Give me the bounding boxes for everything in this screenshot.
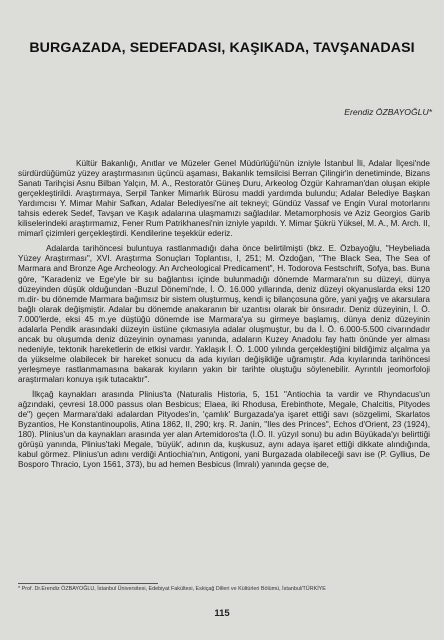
article-body [18,159,430,475]
body-paragraph: Kültür Bakanlığı, Anıtlar ve Müzeler Genel Müdürlüğü'nün izniyle İstanbul İli, Adalar İlçesi'nde sürdürdüğümüz yüzey araştırmasının üçüncü aşaması, Bakanlık temsilcisi Berran Çilingir'in denetiminde, Bizans Sanatı Tarihçisi Asnu Bilban Yalçın, M. A., Restoratör Güneş Duru, Arkeolog Özgür Kahraman'dan oluşan ekiple gerçekleştirildi. Araştırmaya, Serpil Tanker Mimarlık Bürosu maddi yardımda bulundu; Adalar Belediye Başkan Yardımcısı Y. Mimar Mahir Safkan, Adalar Belediyesi'ne ait tekneyi; Gündüz Vassaf ve Engin Vural motorlarını tahsis ederek Sedef, Tavşan ve Kaşık adalarına ulaşmamızı sağladılar. Metamorphosis ve Aziz Georgios Garib kiliselerindeki araştırmamız, Fener Rum Patrikhanesi'nin izniyle yapıldı. Y. Mimar Şükrü Yüksel, M. A., M. Arch. II, mimarî çizimleri gerçekleştirdi. Kendilerine teşekkür ederiz. [18,159,430,239]
footnote-divider [18,583,158,584]
body-paragraph: Adalarda tarihöncesi buluntuya rastlanmadığı daha önce belirtilmişti (bkz. E. Özbayoğlu, "Heybeliada Yüzey Araştırması", XVI. Araştırma Sonuçları Toplantısı, I, 251; M. Özdoğan, "The Black Sea, The Sea of Marmara and Bronze Age Archeology. An Archeological Predicament", H. Todorova Festschrift, Sofya, bas. Buna göre, "Karadeniz ve Ege'yle bir su bağlantısı içinde bulunmadığı dönemde Marmara'nın su düzeyi, dünya düzeyinden düşük olduğundan -Buzul Dönemi'nde, İ. Ö. 16.000 yıllarında, deniz düzeyi okyanuslarda eksi 120 m.dir- bu dönemde Marmara bağımsız bir sistem oluşturmuş, kendi iç bilançosuna göre, yani yağış ve akarsulara bağlı olarak değişmiştir. Adalar bu dönemde anakaranın bir uzantısı olarak bir önsıradır. Deniz düzeyinin, İ. Ö. 7.000'lerde, eksi 45 m.ye düştüğü dönemde ise Marmara'ya su girmeye başlamış, dünya deniz düzeyinin adalarla Pendik arasındaki düzeyin üstüne çıkmasıyla adalar oluşmuştur, bu da İ. Ö. 6.000-5.500 civarındadır ancak bu oluşumda deniz düzeyinin oynaması yanında, adaların Kuzey Anadolu fay hattı önünde yer alması nedeniyle, tektonik hareketlerin de etkisi vardır. Yaklaşık İ. Ö. 1.000 yılında gerçekleştiğini bildiğimiz alçalma ya da yükselme olabilecek bir hareket sonucu da ada kıyıları değişikliğe uğramıştır. Ada kıyılarında tarihöncesi yerleşmeye rastlanmamasına bakarak kıyıların yakın bir tarihte oluştuğu söylenebilir. Ayrıntılı jeomorfoloji araştırmaları konuya ışık tutacaktır". [18,244,430,384]
article-title: BURGAZADA, SEDEFADASI, KAŞIKADA, TAVŞANADASI [29,40,415,56]
body-paragraph: İlkçağ kaynakları arasında Plinius'ta (Naturalis Historia, 5, 151 "Antiochia ta vardir ve Rhyndacus'un ağzındaki, çevresi 18.000 passus olan Besbicus; Elaea, iki Rhodusa, Erebinthote, Megale, Chalcitis, Pityodes de") geçen Marmara'daki adalardan Pityodes'in, 'çamlık' Burgazada'ya işaret ettiği savı (sözgelimi, Skarlatos Byzantios, He Konstantinoupolis, Atina 1862, II, 290; krş. R. Janin, "Iles des Princes", Echos d'Orient, 23 (1924), 180). Plinius'un da kaynakları arasında yer alan Artemidoros'ta (İ.Ö. II. yüzyıl sonu) bu adın Büyükada'yı belirttiği görüşü yanında, Plinius'taki Megale, 'büyük', adının da, kuşkusuz, aynı adaya işaret ettiği dikkate alındığında, kabul görmez. Plinius'un adını verdiği Antiochia'nın, Antigoni, yani Burgazada olabileceği savı ise (P. Gyllius, De Bosporo Thracio, Lyon 1561, 373), bu ad hemen Besbicus (İmralı) yanında geçse de, [18,390,430,470]
article-author: Erendiz ÖZBAYOĞLU* [344,107,432,117]
author-footnote: * Prof. Dr.Erendiz ÖZBAYOĞLU, İstanbul Üniversitesi, Edebiyat Fakültesi, Eskiçağ Dilleri ve Kültürleri Bölümü, İstanbul/TÜRKİYE [18,586,326,592]
page-number: 115 [214,608,230,619]
